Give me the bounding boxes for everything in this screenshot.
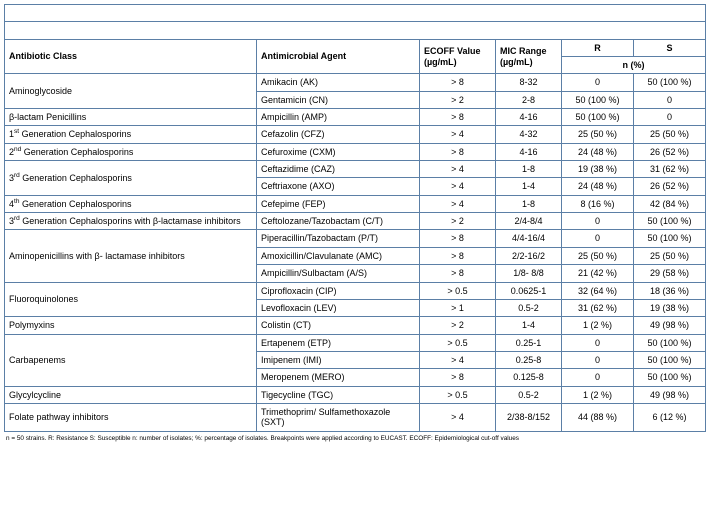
cell-antimicrobial-agent: Piperacillin/Tazobactam (P/T) [257,230,420,247]
table-title [5,22,706,39]
header-ecoff-label: ECOFF Value [424,46,481,57]
table-row [5,74,706,91]
cell-r: 21 (42 %) [562,265,634,282]
cell-r: 50 (100 %) [562,91,634,108]
cell-antimicrobial-agent: Ceftolozane/Tazobactam (C/T) [257,213,420,230]
cell-antibiotic-class: 2nd Generation Cephalosporins [5,143,257,160]
cell-s: 50 (100 %) [634,369,706,386]
cell-antibiotic-class: Glycylcycline [5,386,257,403]
header-ecoff-unit: (µg/mL) [424,56,457,67]
cell-mic: 1-4 [496,178,562,195]
cell-s: 25 (50 %) [634,126,706,143]
table-row [5,403,706,431]
cell-mic: 0.5-2 [496,386,562,403]
cell-ecoff: > 4 [420,195,496,212]
cell-mic: 4-16 [496,109,562,126]
table-title-row [5,22,706,39]
table-body [5,74,706,431]
table-row [5,109,706,126]
cell-r: 44 (88 %) [562,403,634,431]
cell-mic: 0.125-8 [496,369,562,386]
cell-s: 50 (100 %) [634,334,706,351]
table-row [5,282,706,299]
cell-ecoff: > 8 [420,369,496,386]
cell-r: 25 (50 %) [562,126,634,143]
cell-antimicrobial-agent: Colistin (CT) [257,317,420,334]
cell-r: 0 [562,74,634,91]
cell-antimicrobial-agent: Ampicillin (AMP) [257,109,420,126]
cell-r: 19 (38 %) [562,161,634,178]
header-antimicrobial-agent: Antimicrobial Agent [257,39,420,74]
cell-ecoff: > 4 [420,126,496,143]
cell-s: 18 (36 %) [634,282,706,299]
cell-antibiotic-class: Fluoroquinolones [5,282,257,317]
cell-r: 0 [562,351,634,368]
cell-ecoff: > 8 [420,230,496,247]
cell-antimicrobial-agent: Imipenem (IMI) [257,351,420,368]
cell-r: 32 (64 %) [562,282,634,299]
header-antibiotic-class: Antibiotic Class [5,39,257,74]
header-mic-label: MIC Range [500,46,547,57]
cell-mic: 8-32 [496,74,562,91]
cell-s: 26 (52 %) [634,178,706,195]
cell-r: 50 (100 %) [562,109,634,126]
cell-ecoff: > 4 [420,403,496,431]
cell-antibiotic-class: Folate pathway inhibitors [5,403,257,431]
cell-mic: 2/2-16/2 [496,247,562,264]
cell-r: 0 [562,369,634,386]
cell-antibiotic-class: Aminoglycoside [5,74,257,109]
cell-s: 31 (62 %) [634,161,706,178]
cell-mic: 2-8 [496,91,562,108]
cell-mic: 1-4 [496,317,562,334]
cell-antimicrobial-agent: Ceftazidime (CAZ) [257,161,420,178]
cell-antibiotic-class: 4th Generation Cephalosporins [5,195,257,212]
cell-ecoff: > 2 [420,317,496,334]
table-row [5,317,706,334]
table-footnote: n = 50 strains. R: Resistance S: Susceptible n: number of isolates; %: percentage of isolates. Breakpoints were applied according to EUCAST. ECOFF: Epidemiological cut-off values [6,434,519,442]
cell-s: 6 (12 %) [634,403,706,431]
header-mic-range [496,39,562,74]
cell-s: 19 (38 %) [634,299,706,316]
cell-mic: 4-32 [496,126,562,143]
cell-mic: 2/38-8/152 [496,403,562,431]
cell-antimicrobial-agent: Meropenem (MERO) [257,369,420,386]
cell-antimicrobial-agent: Gentamicin (CN) [257,91,420,108]
table-row [5,334,706,351]
header-resistant: R [562,39,634,56]
cell-mic: 1/8- 8/8 [496,265,562,282]
header-mic-unit: (µg/mL) [500,56,533,67]
cell-antibiotic-class: 3rd Generation Cephalosporins with β-lactamase inhibitors [5,213,257,230]
table-title-species: Escherichia coli [316,25,386,36]
table-row [5,126,706,143]
cell-s: 50 (100 %) [634,74,706,91]
cell-mic: 0.25-1 [496,334,562,351]
cell-antimicrobial-agent: Ertapenem (ETP) [257,334,420,351]
table-header-row [5,39,706,56]
table-row [5,386,706,403]
cell-r: 8 (16 %) [562,195,634,212]
table-title-prefix: MIC distribution of gentamicin-resistant [144,25,317,36]
table-row [5,195,706,212]
table-label-row [5,5,706,22]
cell-mic: 0.5-2 [496,299,562,316]
cell-antimicrobial-agent: Trimethoprim/ Sulfamethoxazole (SXT) [257,403,420,431]
cell-r: 31 (62 %) [562,299,634,316]
cell-ecoff: > 4 [420,161,496,178]
cell-s: 50 (100 %) [634,230,706,247]
header-ecoff-value [420,39,496,74]
cell-r: 1 (2 %) [562,386,634,403]
cell-mic: 4/4-16/4 [496,230,562,247]
mic-distribution-table [4,4,706,432]
cell-antimicrobial-agent: Amoxicillin/Clavulanate (AMC) [257,247,420,264]
cell-mic: 0.25-8 [496,351,562,368]
cell-ecoff: > 2 [420,91,496,108]
cell-antibiotic-class: β-lactam Penicillins [5,109,257,126]
cell-r: 0 [562,213,634,230]
cell-r: 1 (2 %) [562,317,634,334]
cell-s: 49 (98 %) [634,317,706,334]
cell-ecoff: > 0.5 [420,386,496,403]
cell-s: 25 (50 %) [634,247,706,264]
cell-ecoff: > 1 [420,299,496,316]
table-row [5,161,706,178]
cell-ecoff: > 2 [420,213,496,230]
cell-ecoff: > 8 [420,265,496,282]
cell-mic: 1-8 [496,195,562,212]
cell-r: 24 (48 %) [562,178,634,195]
cell-antibiotic-class: Carbapenems [5,334,257,386]
header-susceptible: S [634,39,706,56]
cell-r: 25 (50 %) [562,247,634,264]
cell-ecoff: > 8 [420,143,496,160]
table-row [5,143,706,160]
cell-ecoff: > 4 [420,351,496,368]
table-label: TABLE I [5,5,706,22]
cell-s: 50 (100 %) [634,351,706,368]
cell-s: 29 (58 %) [634,265,706,282]
cell-ecoff: > 4 [420,178,496,195]
cell-mic: 4-16 [496,143,562,160]
cell-ecoff: > 0.5 [420,334,496,351]
cell-antimicrobial-agent: Cefuroxime (CXM) [257,143,420,160]
cell-antibiotic-class: 3rd Generation Cephalosporins [5,161,257,196]
cell-antibiotic-class: Polymyxins [5,317,257,334]
cell-antimicrobial-agent: Ciprofloxacin (CIP) [257,282,420,299]
cell-ecoff: > 8 [420,109,496,126]
table-row [5,230,706,247]
cell-antibiotic-class: 1st Generation Cephalosporins [5,126,257,143]
cell-mic: 2/4-8/4 [496,213,562,230]
cell-s: 0 [634,91,706,108]
cell-r: 24 (48 %) [562,143,634,160]
cell-mic: 0.0625-1 [496,282,562,299]
cell-r: 0 [562,230,634,247]
cell-mic: 1-8 [496,161,562,178]
cell-s: 0 [634,109,706,126]
cell-antimicrobial-agent: Cefazolin (CFZ) [257,126,420,143]
cell-antimicrobial-agent: Cefepime (FEP) [257,195,420,212]
cell-antimicrobial-agent: Amikacin (AK) [257,74,420,91]
table-row [5,213,706,230]
cell-s: 50 (100 %) [634,213,706,230]
cell-s: 49 (98 %) [634,386,706,403]
cell-antimicrobial-agent: Levofloxacin (LEV) [257,299,420,316]
cell-s: 42 (84 %) [634,195,706,212]
cell-s: 26 (52 %) [634,143,706,160]
cell-ecoff: > 0.5 [420,282,496,299]
cell-antimicrobial-agent: Ampicillin/Sulbactam (A/S) [257,265,420,282]
cell-ecoff: > 8 [420,247,496,264]
cell-ecoff: > 8 [420,74,496,91]
cell-antibiotic-class: Aminopenicillins with β- lactamase inhibitors [5,230,257,282]
table-title-suffix: strains from chicken meat samples (n; %) [385,25,566,36]
cell-r: 0 [562,334,634,351]
header-n-percent: n (%) [562,57,706,74]
cell-antimicrobial-agent: Tigecycline (TGC) [257,386,420,403]
cell-antimicrobial-agent: Ceftriaxone (AXO) [257,178,420,195]
